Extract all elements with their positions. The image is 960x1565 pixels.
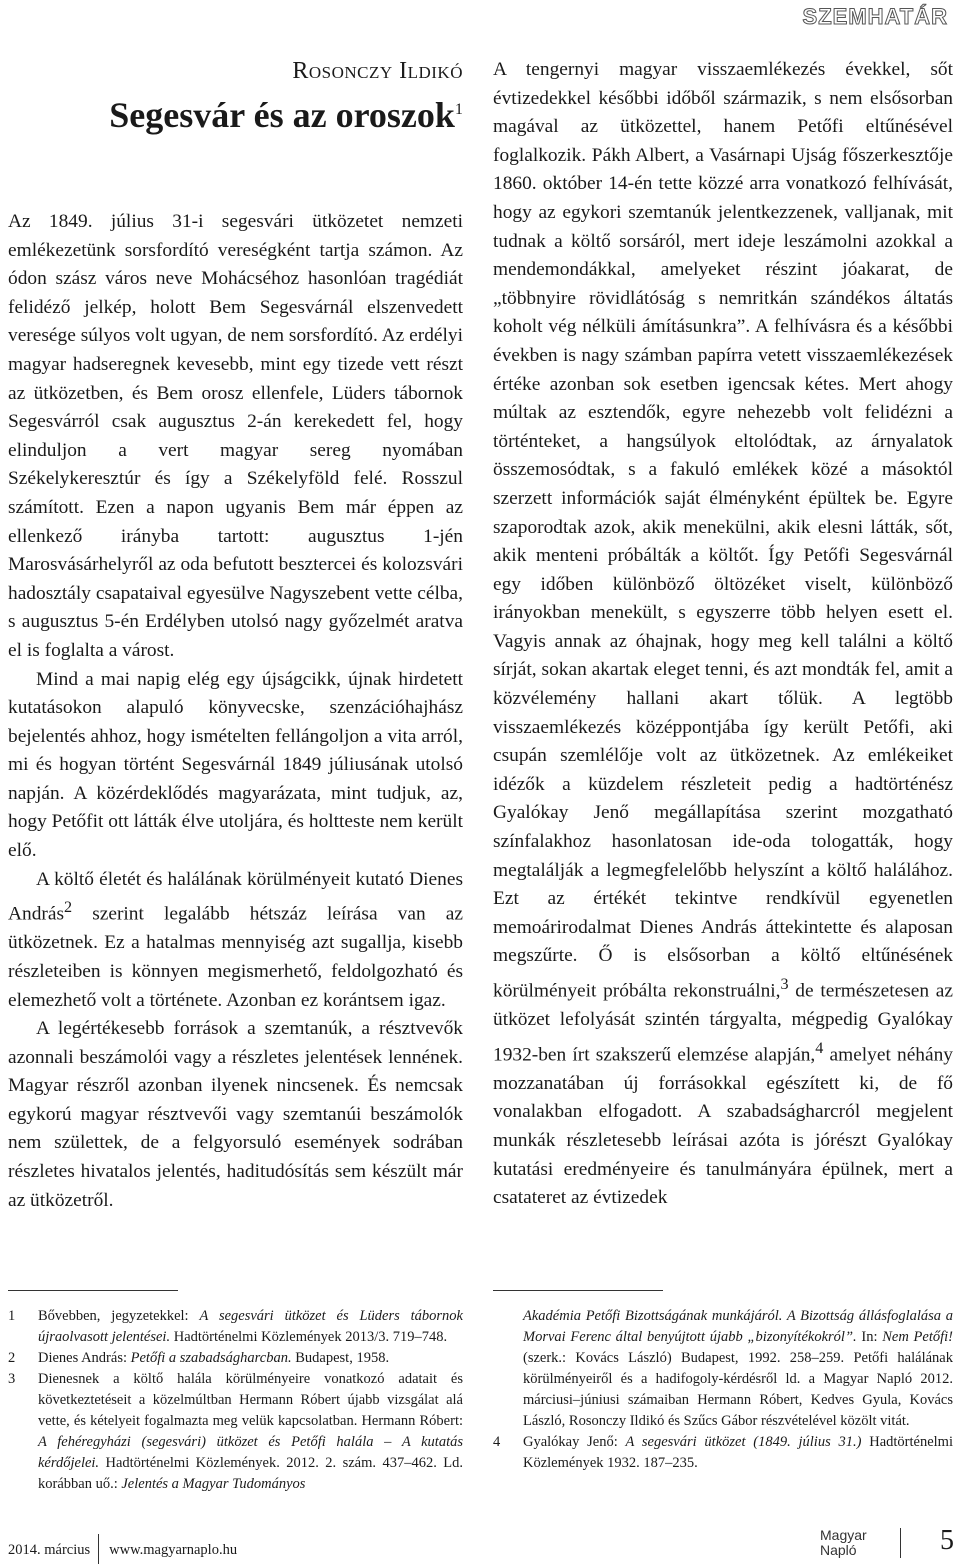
footnote-text: Budapest, 1958. (291, 1350, 390, 1366)
footnote-title: Akadémia Petőfi Bizottságának munkájáról. A Bizottság állásfoglalása a Morvai Ferenc által benyújtott újabb „bizonyítékokról”. (523, 1308, 953, 1345)
magazine-logo (820, 1528, 890, 1558)
footnotes-left (8, 1306, 463, 1495)
article-header (8, 56, 463, 136)
footnote-ref-3[interactable]: 3 (780, 976, 789, 993)
section-label: SZEMHATÁR (802, 4, 948, 29)
paragraph: Mind a mai napig elég egy újságcikk, újnak hirdetett kutatásokon alapuló könyvecske, szenzációhajhász bejelentés ahhoz, hogy ismételten fellángoljon a vita arról, mi és hogyan történt Segesvárnál 1849 júliusának utolsó napján. A közérdeklődés magyarázata, mint tudjuk, az, hogy Petőfit ott látták élve utoljára, és holtteste nem került elő. (8, 668, 463, 862)
footnote-text: Hadtörténelmi Közlemények 1932. 187–235. (523, 1434, 953, 1471)
footnote-text: In: (856, 1329, 883, 1345)
page-footer (8, 1534, 237, 1564)
footnote-divider (493, 1290, 663, 1291)
footnote-4 (493, 1432, 953, 1474)
paragraph-text: szerint legalább hétszáz leírása van az ütközetnek. Ez a hatalmas mennyiség azt sugallja, kisebb részleteiben is könnyen megismerhető, feldolgozható és elemezhető volt a története. Azonban ez korántsem igaz. (8, 903, 463, 1011)
footnote-title: Jelentés a Magyar Tudományos (121, 1476, 306, 1492)
footnote-text: Dienes András: (38, 1350, 131, 1366)
paragraph-text: amelyet néhány mozzanatában új forrásokkal egészített ki, de fő vonalakban elfogadott. A szabadságharcról megjelent munkák részletesebb leírásai azóta is jórészt Gyalókay kutatási eredményeire és tanulmányára épülnek, mert a csatateret az évtizedek (493, 1044, 954, 1209)
footnote-title: A segesvári ütközet és Lüders tábornok újraolvasott jelentései. (38, 1308, 463, 1345)
footnote-number: 4 (493, 1434, 501, 1450)
footnote-1 (8, 1306, 463, 1348)
footnote-title: Nem Petőfi! (882, 1329, 954, 1345)
footer-separator (98, 1534, 99, 1564)
footnote-divider (8, 1290, 178, 1291)
left-column (8, 208, 463, 1215)
paragraph: A legértékesebb források a szemtanúk, a résztvevők azonnali beszámolói vagy a részletes jelentések lennének. Magyar részről azonban ilyenek nincsenek. És nemcsak egykorú magyar résztvevői vagy szemtanúi beszámolók nem születtek, de a felgyorsuló események sodrában részletes hivatalos jelentés, haditudósítás sem készült már az ütközetről. (8, 1018, 463, 1211)
footnote-text: Bővebben, jegyzetekkel: (38, 1308, 200, 1324)
footnotes-right (493, 1306, 953, 1474)
footer-separator (900, 1528, 901, 1558)
footnote-3-continued (493, 1306, 953, 1432)
footnote-title: Petőfi a szabadságharcban. (130, 1350, 292, 1366)
footnote-text: Gyalókay Jenő: (523, 1434, 626, 1450)
paragraph: Az 1849. július 31-i segesvári ütközetet nemzeti emlékezetünk sorsfordító vereségként tartja számon. Az ódon szász város neve Mohácséhoz hasonlóan tragédiát felidéző jelkép, holott Bem Segesvárnál elszenvedett veresége súlyos volt ugyan, de nem sorsfordító. Az erdélyi magyar hadseregnek kevesebb, mint egy tizede vett részt az ütközetben, és Bem orosz ellenfele, Lüders tábornok Segesvárról csak augusztus 2-án kerekedett fel, hogy elinduljon a vert magyar sereg nyomában Székelykeresztúr és így a Székelyföld felé. Rosszul számított. Ezen a napon ugyanis Bem már éppen az ellenkező irányba tartott: augusztus 1-jén Marosvásárhelyről az oda befutott besztercei és kolozsvári hadosztály csapataival egyesülve Nagyszebent vette célba, s augusztus 5-én Erdélyben utolsó nagy győzelmét aratva el is foglalta a várost. (8, 211, 463, 661)
website-link[interactable]: www.magyarnaplo.hu (109, 1542, 238, 1558)
footnote-text: Hadtörténelmi Közlemények. 2012. 2. szám. 437–462. Ld. korábban uő.: (38, 1455, 463, 1492)
footnote-number: 1 (8, 1308, 16, 1324)
issue-date: 2014. március (8, 1542, 91, 1558)
logo-line: Magyar (820, 1527, 867, 1543)
footnote-text: (szerk.: Kovács László) Budapest, 1992. 258–259. Petőfi halálának körülményeiről és a hadifogoly-kérdésről ld. a Magyar Napló 2012. márciusi–júniusi számaiban Hermann Róbert, Kedves Gyula, Kovács László, Rosonczy Ildikó és Szűcs Gábor részvételével közölt vitát. (523, 1350, 953, 1429)
right-column (493, 56, 953, 1213)
page-number: 5 (940, 1525, 954, 1556)
footnote-ref-2[interactable]: 2 (64, 899, 73, 917)
paragraph-text: de természetesen az ütközet lefolyását szintén tárgyalta, mégpedig Gyalókay 1932-ben írt szakszerű elemzése alapján, (493, 980, 953, 1066)
logo-line: Napló (820, 1542, 857, 1558)
footnote-number: 3 (8, 1371, 16, 1387)
footnote-ref-4[interactable]: 4 (815, 1039, 824, 1057)
footnote-2 (8, 1348, 463, 1369)
article-title-text: Segesvár és az oroszok (109, 95, 455, 135)
paragraph-text: A tengernyi magyar visszaemlékezés évekkel, sőt évtizedekkel későbbi időből származik, s nem elsősorban magával az ütközettel, hanem Petőfi eltűnésével foglalkozik. Pákh Albert, a Vasárnapi Ujság főszerkesztője 1860. október 14-én tette közzé arra vonatkozó felhívását, hogy az egykori szemtanúk jelentkezzenek, valljanak, mit tudnak a költő sorsáról, mert ideje leszámolni azokkal a mendemondákkal, amelyeket részint jóakarat, de „többnyire rövidlátóság s nemritkán szándékos áltatás koholt vég nélküli ámításunkra”. A felhívásra és a későbbi években is nagy számban papírra vetett visszaemlékezések értéke azonban sok esetben igencsak kétes. Mert ahogy múltak az esztendők, egyre nehezebb volt felidézni a történteket, a hangsúlyok eltolódtak, az árnyalatok összemosódtak, s a fakuló emlékek közé a másoktól szerzett információk saját élményként épültek be. Egyre szaporodtak azok, akik menekülni, akik elesni látták, sőt, akik menteni próbálták a költőt. Így Petőfi Segesvárnál egy időben különböző öltözéket viselt, különböző irányokban menekült, s egyszerre több helyen esett el. Vagyis annak az óhajnak, hogy meg kell találni a költő sírját, sokan akartak eleget tenni, és azt mondták fel, amit a közvélemény hallani akart tőlük. A legtöbb visszaemlékezés középpontjába így került Petőfi, aki csupán szemlélője volt az ütközetnek. Az emlékeiket idézők a küzdelem részleteit pedig a hadtörténész Gyalókay Jenő megállapítása szerint mozgatható színfalakhoz hasonlatosan ide-oda tologatták, hogy megtalálják a legmegfelelőbb helyszínt a költő halálához. Ezt az értékét tekintve rendkívül egyenetlen memoárirodalmat Dienes András áttekintette és alaposan megszűrte. Ő is elsősorban a költő eltűnésének körülményeit próbálta rekonstruálni, (493, 59, 953, 1002)
footnote-ref-1[interactable]: 1 (454, 100, 463, 118)
author-name: Rosonczy Ildikó (292, 58, 463, 84)
footnote-number: 2 (8, 1350, 16, 1366)
footnote-text: Dienesnek a költő halála körülményeire vonatkozó adatait és következtetéseit a közelmúltban Hermann Róbert újabb vizsgálat alá vette, és kételyeit fogalmazta meg velük kapcsolatban. Hermann Róbert: (38, 1371, 463, 1429)
footnote-text: Hadtörténelmi Közlemények 2013/3. 719–748. (170, 1329, 448, 1345)
paragraph (493, 56, 953, 1213)
footnote-3 (8, 1369, 463, 1495)
paragraph-text: A költő életét és halálának körülményeit kutató Dienes András (8, 868, 463, 925)
article-title (8, 88, 463, 136)
footnote-title: A segesvári ütközet (1849. július 31.) (625, 1434, 862, 1450)
footnote-title: A fehéregyházi (segesvári) ütközet és Petőfi halála – A kutatás kérdőjelei. (38, 1434, 463, 1471)
paragraph (8, 866, 463, 1015)
